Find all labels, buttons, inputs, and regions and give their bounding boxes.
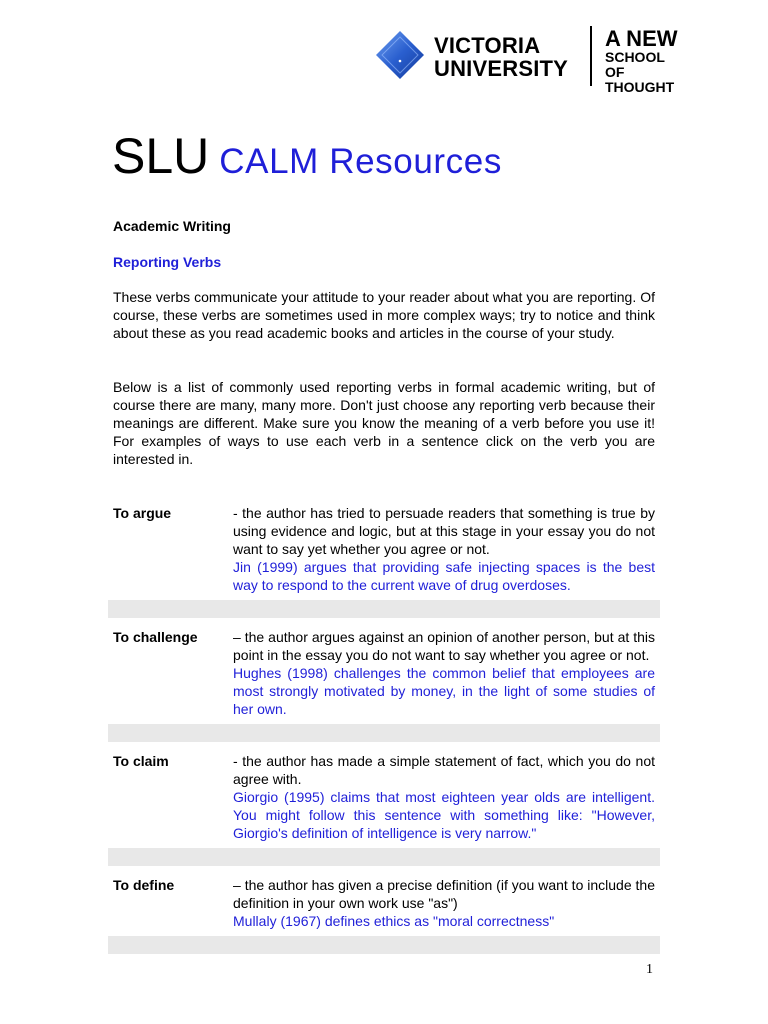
slogan-line-2: SCHOOL OF xyxy=(605,49,665,80)
intro-paragraph-2: Below is a list of commonly used reporting verbs in formal academic writing, but of course there are many, many more. Don't just choose any reporting verb because their meanings are different. Make sure you know the meaning of a verb before you use it! For examples of ways to use each verb in a sentence click on the verb you are interested in. xyxy=(113,379,655,467)
victoria-university-logo xyxy=(372,26,682,95)
slogan xyxy=(605,28,682,95)
verb-row xyxy=(108,874,660,936)
verb-example: Jin (1999) argues that providing safe injecting spaces is the best way to respond to the current wave of drug overdoses. xyxy=(233,559,655,593)
verb-definition: - the author has tried to persuade readers that something is true by using evidence and logic, but at this stage in your essay you do not want to say yet whether you agree or not. xyxy=(233,505,655,557)
page-number: 1 xyxy=(646,962,653,977)
verb-definition: – the author argues against an opinion of another person, but at this point in the essay you do not want to say whether you agree or not. xyxy=(233,629,655,663)
verb-row xyxy=(108,626,660,724)
subheading: Reporting Verbs xyxy=(113,254,222,270)
verb-term-link[interactable]: To argue xyxy=(113,505,172,521)
verb-term-link[interactable]: To define xyxy=(113,877,175,893)
intro-paragraph-1: These verbs communicate your attitude to your reader about what you are reporting. Of course, these verbs are sometimes used in more complex ways; try to notice and think about these as you read academic books and articles in the course of your study. xyxy=(113,289,655,341)
section-heading: Academic Writing xyxy=(113,218,231,234)
slogan-line-3: THOUGHT xyxy=(605,79,675,95)
verb-definition: - the author has made a simple statement of fact, which you do not agree with. xyxy=(233,753,655,787)
title-calm-resources: CALM Resources xyxy=(219,142,502,181)
row-separator xyxy=(108,848,660,866)
verb-description xyxy=(233,628,655,718)
verb-row xyxy=(108,750,660,848)
verb-example: Hughes (1998) challenges the common belief that employees are most strongly motivated by money, in the light of some studies of her own. xyxy=(233,665,655,717)
university-name xyxy=(434,34,568,80)
verb-term-link[interactable]: To challenge xyxy=(113,629,198,645)
logo-line-2: UNIVERSITY xyxy=(434,56,569,81)
row-separator xyxy=(108,600,660,618)
verb-row xyxy=(108,502,660,600)
verb-description xyxy=(233,504,655,594)
verb-example: Mullaly (1967) defines ethics as "moral correctness" xyxy=(233,913,555,929)
logo-line-1: VICTORIA xyxy=(434,33,541,58)
verb-description xyxy=(233,876,655,930)
verb-description xyxy=(233,752,655,842)
title-slu: SLU xyxy=(112,128,210,184)
verb-definition: – the author has given a precise definition (if you want to include the definition in your own work use "as") xyxy=(233,877,655,911)
reporting-verbs-table xyxy=(108,502,660,962)
row-separator xyxy=(108,936,660,954)
logo-divider xyxy=(590,26,592,86)
page-title xyxy=(112,126,502,192)
verb-example: Giorgio (1995) claims that most eighteen year olds are intelligent. You might follow this sentence with something like: "However, Giorgio's definition of intelligence is very narrow." xyxy=(233,789,655,841)
row-separator xyxy=(108,724,660,742)
slogan-line-1: A NEW xyxy=(605,26,678,51)
diamond-logo-icon xyxy=(376,31,424,79)
verb-term-link[interactable]: To claim xyxy=(113,753,169,769)
